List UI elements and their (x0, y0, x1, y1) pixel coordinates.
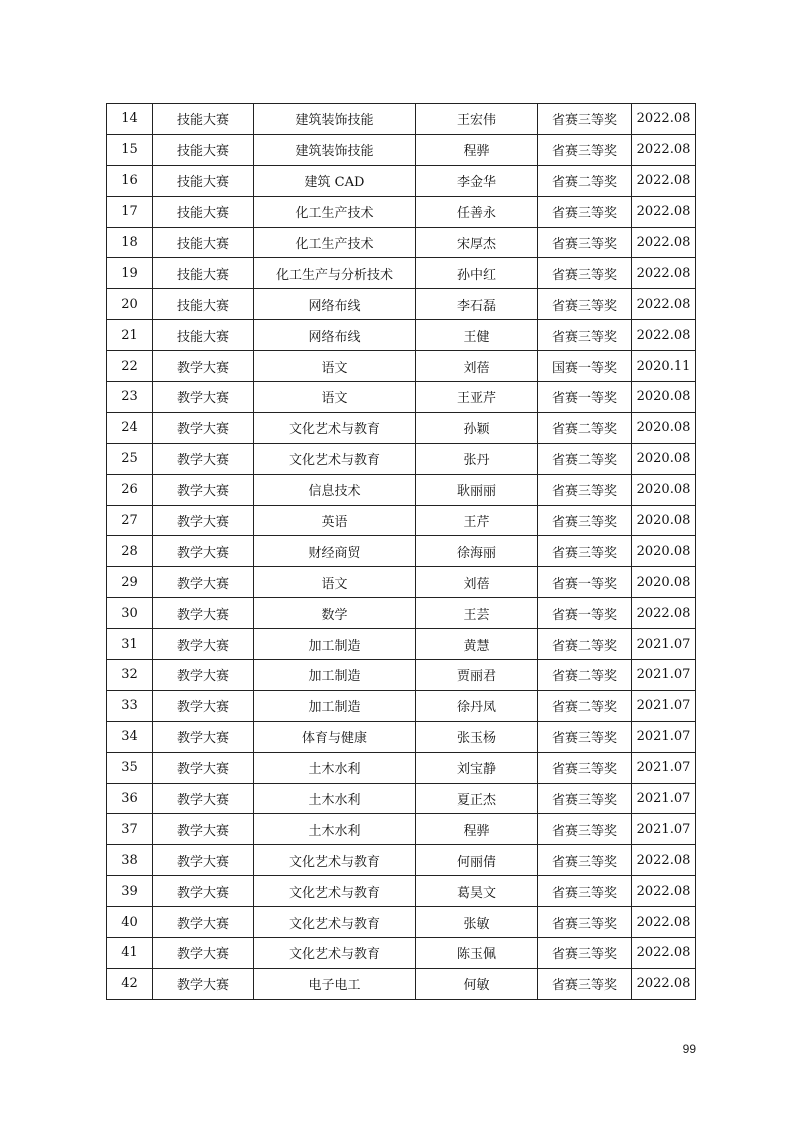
category-cell: 教学大赛 (153, 660, 254, 691)
award-cell: 省赛三等奖 (538, 227, 632, 258)
category-cell: 教学大赛 (153, 814, 254, 845)
row-number-cell: 19 (107, 258, 153, 289)
row-number-cell: 33 (107, 690, 153, 721)
row-number-cell: 38 (107, 845, 153, 876)
project-cell: 建筑 CAD (254, 165, 416, 196)
category-cell: 教学大赛 (153, 938, 254, 969)
table-row (107, 814, 696, 845)
table-row (107, 443, 696, 474)
category-cell: 教学大赛 (153, 876, 254, 907)
table-row (107, 690, 696, 721)
project-cell: 文化艺术与教育 (254, 412, 416, 443)
date-cell: 2022.08 (632, 104, 696, 135)
name-cell: 王健 (416, 320, 538, 351)
project-cell: 英语 (254, 505, 416, 536)
page-number: 99 (682, 1042, 696, 1056)
date-cell: 2021.07 (632, 690, 696, 721)
category-cell: 技能大赛 (153, 165, 254, 196)
date-cell: 2020.08 (632, 536, 696, 567)
table-row (107, 196, 696, 227)
project-cell: 文化艺术与教育 (254, 876, 416, 907)
row-number-cell: 28 (107, 536, 153, 567)
table-row (107, 134, 696, 165)
row-number-cell: 16 (107, 165, 153, 196)
award-cell: 省赛二等奖 (538, 629, 632, 660)
award-cell: 省赛三等奖 (538, 196, 632, 227)
row-number-cell: 29 (107, 567, 153, 598)
row-number-cell: 21 (107, 320, 153, 351)
row-number-cell: 17 (107, 196, 153, 227)
row-number-cell: 34 (107, 721, 153, 752)
award-cell: 省赛三等奖 (538, 134, 632, 165)
award-cell: 省赛二等奖 (538, 165, 632, 196)
row-number-cell: 14 (107, 104, 153, 135)
table-row (107, 783, 696, 814)
project-cell: 语文 (254, 567, 416, 598)
row-number-cell: 23 (107, 382, 153, 413)
project-cell: 建筑装饰技能 (254, 104, 416, 135)
category-cell: 技能大赛 (153, 134, 254, 165)
category-cell: 教学大赛 (153, 968, 254, 999)
date-cell: 2022.08 (632, 258, 696, 289)
category-cell: 技能大赛 (153, 196, 254, 227)
project-cell: 土木水利 (254, 814, 416, 845)
category-cell: 教学大赛 (153, 783, 254, 814)
table-row (107, 382, 696, 413)
table-row (107, 907, 696, 938)
row-number-cell: 25 (107, 443, 153, 474)
category-cell: 教学大赛 (153, 907, 254, 938)
category-cell: 技能大赛 (153, 258, 254, 289)
name-cell: 陈玉佩 (416, 938, 538, 969)
date-cell: 2020.08 (632, 382, 696, 413)
date-cell: 2020.08 (632, 443, 696, 474)
award-cell: 省赛三等奖 (538, 474, 632, 505)
name-cell: 王亚芹 (416, 382, 538, 413)
table-row (107, 536, 696, 567)
name-cell: 程骅 (416, 134, 538, 165)
award-cell: 国赛一等奖 (538, 351, 632, 382)
project-cell: 化工生产与分析技术 (254, 258, 416, 289)
project-cell: 语文 (254, 382, 416, 413)
project-cell: 土木水利 (254, 752, 416, 783)
award-table (106, 103, 696, 1000)
award-cell: 省赛三等奖 (538, 845, 632, 876)
table-row (107, 474, 696, 505)
project-cell: 财经商贸 (254, 536, 416, 567)
date-cell: 2021.07 (632, 721, 696, 752)
project-cell: 数学 (254, 598, 416, 629)
category-cell: 技能大赛 (153, 320, 254, 351)
name-cell: 夏正杰 (416, 783, 538, 814)
project-cell: 网络布线 (254, 320, 416, 351)
category-cell: 技能大赛 (153, 289, 254, 320)
name-cell: 张丹 (416, 443, 538, 474)
project-cell: 土木水利 (254, 783, 416, 814)
category-cell: 教学大赛 (153, 351, 254, 382)
name-cell: 宋厚杰 (416, 227, 538, 258)
table-row (107, 598, 696, 629)
category-cell: 教学大赛 (153, 690, 254, 721)
table-row (107, 320, 696, 351)
category-cell: 教学大赛 (153, 382, 254, 413)
name-cell: 何丽倩 (416, 845, 538, 876)
name-cell: 刘宝静 (416, 752, 538, 783)
award-cell: 省赛三等奖 (538, 505, 632, 536)
name-cell: 贾丽君 (416, 660, 538, 691)
award-cell: 省赛二等奖 (538, 690, 632, 721)
date-cell: 2022.08 (632, 165, 696, 196)
date-cell: 2020.08 (632, 474, 696, 505)
row-number-cell: 36 (107, 783, 153, 814)
name-cell: 李金华 (416, 165, 538, 196)
award-cell: 省赛三等奖 (538, 814, 632, 845)
row-number-cell: 39 (107, 876, 153, 907)
row-number-cell: 42 (107, 968, 153, 999)
category-cell: 教学大赛 (153, 721, 254, 752)
category-cell: 教学大赛 (153, 412, 254, 443)
row-number-cell: 22 (107, 351, 153, 382)
table-row (107, 351, 696, 382)
name-cell: 刘蓓 (416, 351, 538, 382)
date-cell: 2022.08 (632, 289, 696, 320)
project-cell: 加工制造 (254, 629, 416, 660)
category-cell: 教学大赛 (153, 845, 254, 876)
category-cell: 技能大赛 (153, 104, 254, 135)
date-cell: 2021.07 (632, 660, 696, 691)
date-cell: 2020.11 (632, 351, 696, 382)
date-cell: 2022.08 (632, 907, 696, 938)
row-number-cell: 31 (107, 629, 153, 660)
table-row (107, 505, 696, 536)
award-cell: 省赛三等奖 (538, 536, 632, 567)
award-cell: 省赛二等奖 (538, 412, 632, 443)
project-cell: 建筑装饰技能 (254, 134, 416, 165)
date-cell: 2021.07 (632, 814, 696, 845)
award-cell: 省赛三等奖 (538, 289, 632, 320)
date-cell: 2022.08 (632, 598, 696, 629)
project-cell: 化工生产技术 (254, 196, 416, 227)
name-cell: 王芹 (416, 505, 538, 536)
category-cell: 技能大赛 (153, 227, 254, 258)
row-number-cell: 30 (107, 598, 153, 629)
row-number-cell: 27 (107, 505, 153, 536)
award-cell: 省赛二等奖 (538, 660, 632, 691)
row-number-cell: 26 (107, 474, 153, 505)
project-cell: 文化艺术与教育 (254, 443, 416, 474)
name-cell: 葛昊文 (416, 876, 538, 907)
award-cell: 省赛一等奖 (538, 382, 632, 413)
row-number-cell: 15 (107, 134, 153, 165)
date-cell: 2022.08 (632, 938, 696, 969)
award-cell: 省赛三等奖 (538, 968, 632, 999)
award-cell: 省赛三等奖 (538, 783, 632, 814)
award-cell: 省赛一等奖 (538, 567, 632, 598)
table-row (107, 104, 696, 135)
table-row (107, 629, 696, 660)
project-cell: 语文 (254, 351, 416, 382)
award-cell: 省赛二等奖 (538, 443, 632, 474)
category-cell: 教学大赛 (153, 474, 254, 505)
name-cell: 王宏伟 (416, 104, 538, 135)
name-cell: 孙颖 (416, 412, 538, 443)
table-row (107, 876, 696, 907)
category-cell: 教学大赛 (153, 505, 254, 536)
project-cell: 加工制造 (254, 690, 416, 721)
project-cell: 文化艺术与教育 (254, 938, 416, 969)
award-cell: 省赛三等奖 (538, 320, 632, 351)
table-row (107, 165, 696, 196)
category-cell: 教学大赛 (153, 567, 254, 598)
row-number-cell: 40 (107, 907, 153, 938)
name-cell: 张敏 (416, 907, 538, 938)
date-cell: 2020.08 (632, 412, 696, 443)
name-cell: 王芸 (416, 598, 538, 629)
date-cell: 2020.08 (632, 505, 696, 536)
date-cell: 2021.07 (632, 752, 696, 783)
category-cell: 教学大赛 (153, 598, 254, 629)
name-cell: 耿丽丽 (416, 474, 538, 505)
table-row (107, 227, 696, 258)
name-cell: 任善永 (416, 196, 538, 227)
table-row (107, 845, 696, 876)
award-cell: 省赛三等奖 (538, 258, 632, 289)
project-cell: 信息技术 (254, 474, 416, 505)
award-cell: 省赛三等奖 (538, 721, 632, 752)
project-cell: 体育与健康 (254, 721, 416, 752)
award-cell: 省赛三等奖 (538, 104, 632, 135)
name-cell: 徐海丽 (416, 536, 538, 567)
project-cell: 文化艺术与教育 (254, 907, 416, 938)
name-cell: 李石磊 (416, 289, 538, 320)
category-cell: 教学大赛 (153, 752, 254, 783)
date-cell: 2022.08 (632, 320, 696, 351)
award-cell: 省赛三等奖 (538, 752, 632, 783)
table-row (107, 752, 696, 783)
date-cell: 2022.08 (632, 876, 696, 907)
project-cell: 加工制造 (254, 660, 416, 691)
date-cell: 2022.08 (632, 968, 696, 999)
date-cell: 2021.07 (632, 629, 696, 660)
row-number-cell: 41 (107, 938, 153, 969)
name-cell: 张玉杨 (416, 721, 538, 752)
row-number-cell: 35 (107, 752, 153, 783)
name-cell: 黄慧 (416, 629, 538, 660)
table-row (107, 289, 696, 320)
project-cell: 化工生产技术 (254, 227, 416, 258)
award-cell: 省赛一等奖 (538, 598, 632, 629)
name-cell: 刘蓓 (416, 567, 538, 598)
date-cell: 2022.08 (632, 196, 696, 227)
category-cell: 教学大赛 (153, 629, 254, 660)
row-number-cell: 37 (107, 814, 153, 845)
project-cell: 文化艺术与教育 (254, 845, 416, 876)
table-row (107, 938, 696, 969)
project-cell: 电子电工 (254, 968, 416, 999)
table-row (107, 258, 696, 289)
date-cell: 2022.08 (632, 227, 696, 258)
date-cell: 2022.08 (632, 134, 696, 165)
row-number-cell: 24 (107, 412, 153, 443)
table-row (107, 721, 696, 752)
row-number-cell: 20 (107, 289, 153, 320)
row-number-cell: 18 (107, 227, 153, 258)
project-cell: 网络布线 (254, 289, 416, 320)
date-cell: 2022.08 (632, 845, 696, 876)
table-row (107, 660, 696, 691)
award-cell: 省赛三等奖 (538, 938, 632, 969)
category-cell: 教学大赛 (153, 536, 254, 567)
table-row (107, 968, 696, 999)
award-cell: 省赛三等奖 (538, 876, 632, 907)
date-cell: 2021.07 (632, 783, 696, 814)
name-cell: 孙中红 (416, 258, 538, 289)
name-cell: 程骅 (416, 814, 538, 845)
award-cell: 省赛三等奖 (538, 907, 632, 938)
name-cell: 徐丹凤 (416, 690, 538, 721)
date-cell: 2020.08 (632, 567, 696, 598)
name-cell: 何敏 (416, 968, 538, 999)
table-row (107, 567, 696, 598)
table-body (107, 104, 696, 1000)
table-row (107, 412, 696, 443)
row-number-cell: 32 (107, 660, 153, 691)
category-cell: 教学大赛 (153, 443, 254, 474)
